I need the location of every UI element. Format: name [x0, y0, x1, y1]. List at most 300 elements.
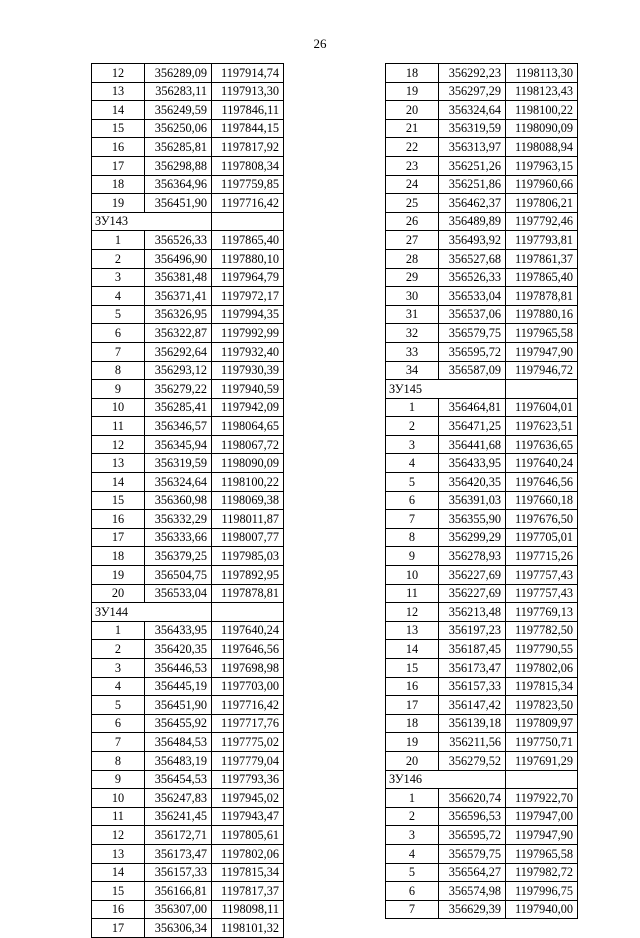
point-number-cell: 5 [386, 473, 439, 492]
y-coordinate-cell: 1198007,77 [212, 528, 284, 547]
x-coordinate-cell: 356197,23 [439, 621, 506, 640]
point-number-cell: 26 [386, 212, 439, 231]
point-number-cell: 24 [386, 175, 439, 194]
y-coordinate-cell: 1197946,72 [506, 361, 578, 380]
x-coordinate-cell: 356527,68 [439, 249, 506, 268]
x-coordinate-cell: 356299,29 [439, 528, 506, 547]
x-coordinate-cell: 356139,18 [439, 714, 506, 733]
table-row [92, 528, 284, 547]
point-number-cell: 5 [92, 696, 145, 715]
y-coordinate-cell: 1197604,01 [506, 398, 578, 417]
point-number-cell: 16 [386, 677, 439, 696]
table-row [386, 882, 578, 901]
x-coordinate-cell: 356455,92 [145, 714, 212, 733]
point-number-cell: 3 [386, 435, 439, 454]
table-row [386, 566, 578, 585]
y-coordinate-cell: 1197914,74 [212, 64, 284, 83]
table-row [386, 621, 578, 640]
y-coordinate-cell: 1197623,51 [506, 417, 578, 436]
point-number-cell: 22 [386, 138, 439, 157]
table-row [386, 119, 578, 138]
table-row [386, 287, 578, 306]
point-number-cell: 2 [386, 417, 439, 436]
x-coordinate-cell: 356297,29 [439, 82, 506, 101]
y-coordinate-cell: 1197947,90 [506, 826, 578, 845]
table-row [92, 305, 284, 324]
point-number-cell: 15 [92, 882, 145, 901]
table-row [92, 677, 284, 696]
table-row [386, 101, 578, 120]
x-coordinate-cell: 356166,81 [145, 882, 212, 901]
x-coordinate-cell: 356391,03 [439, 491, 506, 510]
table-row [92, 547, 284, 566]
table-row [92, 287, 284, 306]
y-coordinate-cell: 1197757,43 [506, 584, 578, 603]
y-coordinate-cell: 1197779,04 [212, 751, 284, 770]
table-row [92, 621, 284, 640]
table-row [386, 733, 578, 752]
x-coordinate-cell: 356227,69 [439, 566, 506, 585]
point-number-cell: 2 [92, 640, 145, 659]
point-number-cell: 13 [92, 82, 145, 101]
x-coordinate-cell: 356279,52 [439, 751, 506, 770]
y-coordinate-cell: 1197994,35 [212, 305, 284, 324]
table-row [386, 789, 578, 808]
y-coordinate-cell: 1197782,50 [506, 621, 578, 640]
x-coordinate-cell: 356533,04 [439, 287, 506, 306]
point-number-cell: 4 [386, 454, 439, 473]
point-number-cell: 6 [386, 882, 439, 901]
point-number-cell: 9 [386, 547, 439, 566]
x-coordinate-cell: 356537,06 [439, 305, 506, 324]
table-row [92, 194, 284, 213]
x-coordinate-cell: 356324,64 [145, 473, 212, 492]
point-number-cell: 18 [386, 714, 439, 733]
table-row [92, 844, 284, 863]
x-coordinate-cell: 356211,56 [439, 733, 506, 752]
table-row [92, 696, 284, 715]
y-coordinate-cell: 1197844,15 [212, 119, 284, 138]
point-number-cell: 19 [386, 733, 439, 752]
coordinates-table-right [385, 63, 578, 919]
y-coordinate-cell: 1197942,09 [212, 398, 284, 417]
table-row [386, 473, 578, 492]
point-number-cell: 1 [386, 789, 439, 808]
x-coordinate-cell: 356433,95 [439, 454, 506, 473]
x-coordinate-cell: 356420,35 [145, 640, 212, 659]
table-row [386, 640, 578, 659]
y-coordinate-cell: 1198101,32 [212, 919, 284, 938]
point-number-cell: 25 [386, 194, 439, 213]
table-row [386, 324, 578, 343]
y-coordinate-cell: 1197790,55 [506, 640, 578, 659]
x-coordinate-cell: 356285,41 [145, 398, 212, 417]
point-number-cell: 12 [386, 603, 439, 622]
table-row [92, 659, 284, 678]
y-coordinate-cell: 1197846,11 [212, 101, 284, 120]
x-coordinate-cell: 356451,90 [145, 194, 212, 213]
y-coordinate-cell: 1197757,43 [506, 566, 578, 585]
x-coordinate-cell: 356595,72 [439, 342, 506, 361]
table-row [386, 844, 578, 863]
table-row [386, 305, 578, 324]
coordinates-table-left [91, 63, 284, 938]
y-coordinate-cell: 1198123,43 [506, 82, 578, 101]
x-coordinate-cell: 356360,98 [145, 491, 212, 510]
table-row [386, 491, 578, 510]
x-coordinate-cell: 356493,92 [439, 231, 506, 250]
point-number-cell: 3 [386, 826, 439, 845]
table-row [386, 900, 578, 919]
x-coordinate-cell: 356379,25 [145, 547, 212, 566]
point-number-cell: 19 [92, 566, 145, 585]
y-coordinate-cell: 1197802,06 [506, 659, 578, 678]
y-coordinate-cell: 1197878,81 [212, 584, 284, 603]
y-coordinate-cell: 1197769,13 [506, 603, 578, 622]
y-coordinate-cell: 1197691,29 [506, 751, 578, 770]
y-coordinate-cell: 1198064,65 [212, 417, 284, 436]
table-row [92, 566, 284, 585]
y-coordinate-cell: 1197815,34 [506, 677, 578, 696]
x-coordinate-cell: 356293,12 [145, 361, 212, 380]
point-number-cell: 32 [386, 324, 439, 343]
y-coordinate-cell: 1197960,66 [506, 175, 578, 194]
y-coordinate-cell: 1197965,58 [506, 844, 578, 863]
table-row [386, 584, 578, 603]
table-row [92, 64, 284, 83]
y-coordinate-cell: 1197716,42 [212, 696, 284, 715]
y-coordinate-cell: 1197823,50 [506, 696, 578, 715]
x-coordinate-cell: 356381,48 [145, 268, 212, 287]
table-row [386, 64, 578, 83]
y-coordinate-cell: 1197808,34 [212, 156, 284, 175]
x-coordinate-cell: 356289,09 [145, 64, 212, 83]
y-coordinate-cell: 1197698,98 [212, 659, 284, 678]
x-coordinate-cell: 356620,74 [439, 789, 506, 808]
point-number-cell: 17 [92, 919, 145, 938]
point-number-cell: 28 [386, 249, 439, 268]
section-header-row [386, 770, 578, 789]
point-number-cell: 10 [386, 566, 439, 585]
point-number-cell: 18 [92, 175, 145, 194]
table-row [92, 882, 284, 901]
point-number-cell: 8 [92, 751, 145, 770]
x-coordinate-cell: 356241,45 [145, 807, 212, 826]
section-header-row [92, 212, 284, 231]
table-row [386, 417, 578, 436]
section-header-row [386, 380, 578, 399]
table-row [92, 640, 284, 659]
point-number-cell: 33 [386, 342, 439, 361]
table-row [92, 751, 284, 770]
point-number-cell: 11 [386, 584, 439, 603]
table-row [92, 584, 284, 603]
point-number-cell: 16 [92, 900, 145, 919]
point-number-cell: 8 [92, 361, 145, 380]
y-coordinate-cell: 1197880,16 [506, 305, 578, 324]
table-row [386, 696, 578, 715]
point-number-cell: 10 [92, 398, 145, 417]
point-number-cell: 1 [386, 398, 439, 417]
x-coordinate-cell: 356445,19 [145, 677, 212, 696]
y-coordinate-cell: 1197792,46 [506, 212, 578, 231]
x-coordinate-cell: 356483,19 [145, 751, 212, 770]
table-row [92, 491, 284, 510]
x-coordinate-cell: 356278,93 [439, 547, 506, 566]
table-row [92, 770, 284, 789]
x-coordinate-cell: 356504,75 [145, 566, 212, 585]
point-number-cell: 12 [92, 435, 145, 454]
y-coordinate-cell: 1197930,39 [212, 361, 284, 380]
x-coordinate-cell: 356249,59 [145, 101, 212, 120]
x-coordinate-cell: 356213,48 [439, 603, 506, 622]
y-coordinate-cell: 1197880,10 [212, 249, 284, 268]
point-number-cell: 3 [92, 268, 145, 287]
y-coordinate-cell: 1197646,56 [212, 640, 284, 659]
x-coordinate-cell: 356526,33 [439, 268, 506, 287]
y-coordinate-cell: 1197964,79 [212, 268, 284, 287]
x-coordinate-cell: 356441,68 [439, 435, 506, 454]
x-coordinate-cell: 356298,88 [145, 156, 212, 175]
y-coordinate-cell: 1197640,24 [506, 454, 578, 473]
empty-cell [212, 603, 284, 622]
point-number-cell: 12 [92, 64, 145, 83]
point-number-cell: 4 [386, 844, 439, 863]
x-coordinate-cell: 356355,90 [439, 510, 506, 529]
x-coordinate-cell: 356462,37 [439, 194, 506, 213]
point-number-cell: 5 [92, 305, 145, 324]
table-row [92, 231, 284, 250]
x-coordinate-cell: 356433,95 [145, 621, 212, 640]
point-number-cell: 7 [386, 510, 439, 529]
y-coordinate-cell: 1198067,72 [212, 435, 284, 454]
y-coordinate-cell: 1197717,76 [212, 714, 284, 733]
point-number-cell: 14 [386, 640, 439, 659]
x-coordinate-cell: 356345,94 [145, 435, 212, 454]
y-coordinate-cell: 1197705,01 [506, 528, 578, 547]
table-row [92, 789, 284, 808]
x-coordinate-cell: 356251,86 [439, 175, 506, 194]
point-number-cell: 16 [92, 138, 145, 157]
table-row [386, 435, 578, 454]
point-number-cell: 1 [92, 231, 145, 250]
point-number-cell: 2 [92, 249, 145, 268]
y-coordinate-cell: 1197892,95 [212, 566, 284, 585]
point-number-cell: 9 [92, 380, 145, 399]
table-row [92, 249, 284, 268]
y-coordinate-cell: 1197806,21 [506, 194, 578, 213]
table-row [92, 82, 284, 101]
y-coordinate-cell: 1197947,00 [506, 807, 578, 826]
x-coordinate-cell: 356446,53 [145, 659, 212, 678]
point-number-cell: 31 [386, 305, 439, 324]
point-number-cell: 20 [386, 101, 439, 120]
table-row [92, 454, 284, 473]
table-row [386, 714, 578, 733]
table-row [386, 156, 578, 175]
table-row [92, 119, 284, 138]
y-coordinate-cell: 1197802,06 [212, 844, 284, 863]
x-coordinate-cell: 356187,45 [439, 640, 506, 659]
x-coordinate-cell: 356319,59 [439, 119, 506, 138]
point-number-cell: 30 [386, 287, 439, 306]
table-row [386, 249, 578, 268]
x-coordinate-cell: 356306,34 [145, 919, 212, 938]
section-label: ЗУ144 [92, 603, 212, 622]
table-row [386, 268, 578, 287]
x-coordinate-cell: 356420,35 [439, 473, 506, 492]
y-coordinate-cell: 1197703,00 [212, 677, 284, 696]
table-row [92, 919, 284, 938]
table-row [386, 751, 578, 770]
table-row [92, 826, 284, 845]
table-row [386, 826, 578, 845]
y-coordinate-cell: 1197640,24 [212, 621, 284, 640]
table-row [386, 194, 578, 213]
x-coordinate-cell: 356496,90 [145, 249, 212, 268]
table-row [386, 807, 578, 826]
table-row [92, 714, 284, 733]
point-number-cell: 17 [386, 696, 439, 715]
point-number-cell: 17 [92, 156, 145, 175]
point-number-cell: 1 [92, 621, 145, 640]
x-coordinate-cell: 356471,25 [439, 417, 506, 436]
table-row [386, 175, 578, 194]
x-coordinate-cell: 356587,09 [439, 361, 506, 380]
table-row [92, 900, 284, 919]
y-coordinate-cell: 1197809,97 [506, 714, 578, 733]
y-coordinate-cell: 1197922,70 [506, 789, 578, 808]
y-coordinate-cell: 1197913,30 [212, 82, 284, 101]
table-row [92, 324, 284, 343]
point-number-cell: 14 [92, 101, 145, 120]
y-coordinate-cell: 1197972,17 [212, 287, 284, 306]
y-coordinate-cell: 1198100,22 [212, 473, 284, 492]
table-row [92, 473, 284, 492]
point-number-cell: 14 [92, 473, 145, 492]
y-coordinate-cell: 1197985,03 [212, 547, 284, 566]
y-coordinate-cell: 1197945,02 [212, 789, 284, 808]
x-coordinate-cell: 356319,59 [145, 454, 212, 473]
x-coordinate-cell: 356227,69 [439, 584, 506, 603]
point-number-cell: 3 [92, 659, 145, 678]
y-coordinate-cell: 1197715,26 [506, 547, 578, 566]
y-coordinate-cell: 1197992,99 [212, 324, 284, 343]
table-row [386, 212, 578, 231]
point-number-cell: 8 [386, 528, 439, 547]
point-number-cell: 16 [92, 510, 145, 529]
point-number-cell: 11 [92, 417, 145, 436]
x-coordinate-cell: 356371,41 [145, 287, 212, 306]
point-number-cell: 11 [92, 807, 145, 826]
x-coordinate-cell: 356484,53 [145, 733, 212, 752]
page-number: 26 [313, 36, 327, 51]
y-coordinate-cell: 1198100,22 [506, 101, 578, 120]
point-number-cell: 19 [386, 82, 439, 101]
y-coordinate-cell: 1197943,47 [212, 807, 284, 826]
x-coordinate-cell: 356157,33 [439, 677, 506, 696]
x-coordinate-cell: 356292,64 [145, 342, 212, 361]
table-row [386, 603, 578, 622]
y-coordinate-cell: 1197861,37 [506, 249, 578, 268]
y-coordinate-cell: 1197940,00 [506, 900, 578, 919]
point-number-cell: 12 [92, 826, 145, 845]
point-number-cell: 13 [92, 454, 145, 473]
point-number-cell: 23 [386, 156, 439, 175]
x-coordinate-cell: 356147,42 [439, 696, 506, 715]
point-number-cell: 15 [92, 491, 145, 510]
table-row [92, 361, 284, 380]
y-coordinate-cell: 1197660,18 [506, 491, 578, 510]
point-number-cell: 7 [92, 342, 145, 361]
table-row [386, 510, 578, 529]
y-coordinate-cell: 1197646,56 [506, 473, 578, 492]
point-number-cell: 29 [386, 268, 439, 287]
x-coordinate-cell: 356279,22 [145, 380, 212, 399]
point-number-cell: 19 [92, 194, 145, 213]
point-number-cell: 13 [386, 621, 439, 640]
point-number-cell: 18 [386, 64, 439, 83]
table-row [92, 417, 284, 436]
y-coordinate-cell: 1198011,87 [212, 510, 284, 529]
point-number-cell: 20 [92, 584, 145, 603]
table-row [386, 82, 578, 101]
y-coordinate-cell: 1197793,36 [212, 770, 284, 789]
table-row [92, 435, 284, 454]
y-coordinate-cell: 1198098,11 [212, 900, 284, 919]
x-coordinate-cell: 356454,53 [145, 770, 212, 789]
table-row [92, 268, 284, 287]
y-coordinate-cell: 1198090,09 [506, 119, 578, 138]
section-header-row [92, 603, 284, 622]
point-number-cell: 6 [92, 714, 145, 733]
table-row [92, 175, 284, 194]
y-coordinate-cell: 1197947,90 [506, 342, 578, 361]
point-number-cell: 21 [386, 119, 439, 138]
table-row [386, 361, 578, 380]
x-coordinate-cell: 356333,66 [145, 528, 212, 547]
empty-cell [506, 380, 578, 399]
point-number-cell: 7 [386, 900, 439, 919]
table-row [92, 510, 284, 529]
y-coordinate-cell: 1197636,65 [506, 435, 578, 454]
table-row [92, 807, 284, 826]
x-coordinate-cell: 356157,33 [145, 863, 212, 882]
y-coordinate-cell: 1197982,72 [506, 863, 578, 882]
point-number-cell: 18 [92, 547, 145, 566]
table-row [386, 863, 578, 882]
point-number-cell: 17 [92, 528, 145, 547]
x-coordinate-cell: 356464,81 [439, 398, 506, 417]
x-coordinate-cell: 356489,89 [439, 212, 506, 231]
x-coordinate-cell: 356172,71 [145, 826, 212, 845]
point-number-cell: 4 [92, 677, 145, 696]
y-coordinate-cell: 1197865,40 [212, 231, 284, 250]
x-coordinate-cell: 356326,95 [145, 305, 212, 324]
x-coordinate-cell: 356173,47 [439, 659, 506, 678]
table-row [386, 528, 578, 547]
y-coordinate-cell: 1197996,75 [506, 882, 578, 901]
y-coordinate-cell: 1198113,30 [506, 64, 578, 83]
table-row [92, 156, 284, 175]
x-coordinate-cell: 356564,27 [439, 863, 506, 882]
x-coordinate-cell: 356283,11 [145, 82, 212, 101]
y-coordinate-cell: 1197932,40 [212, 342, 284, 361]
point-number-cell: 6 [386, 491, 439, 510]
y-coordinate-cell: 1197805,61 [212, 826, 284, 845]
table-row [386, 138, 578, 157]
y-coordinate-cell: 1198088,94 [506, 138, 578, 157]
